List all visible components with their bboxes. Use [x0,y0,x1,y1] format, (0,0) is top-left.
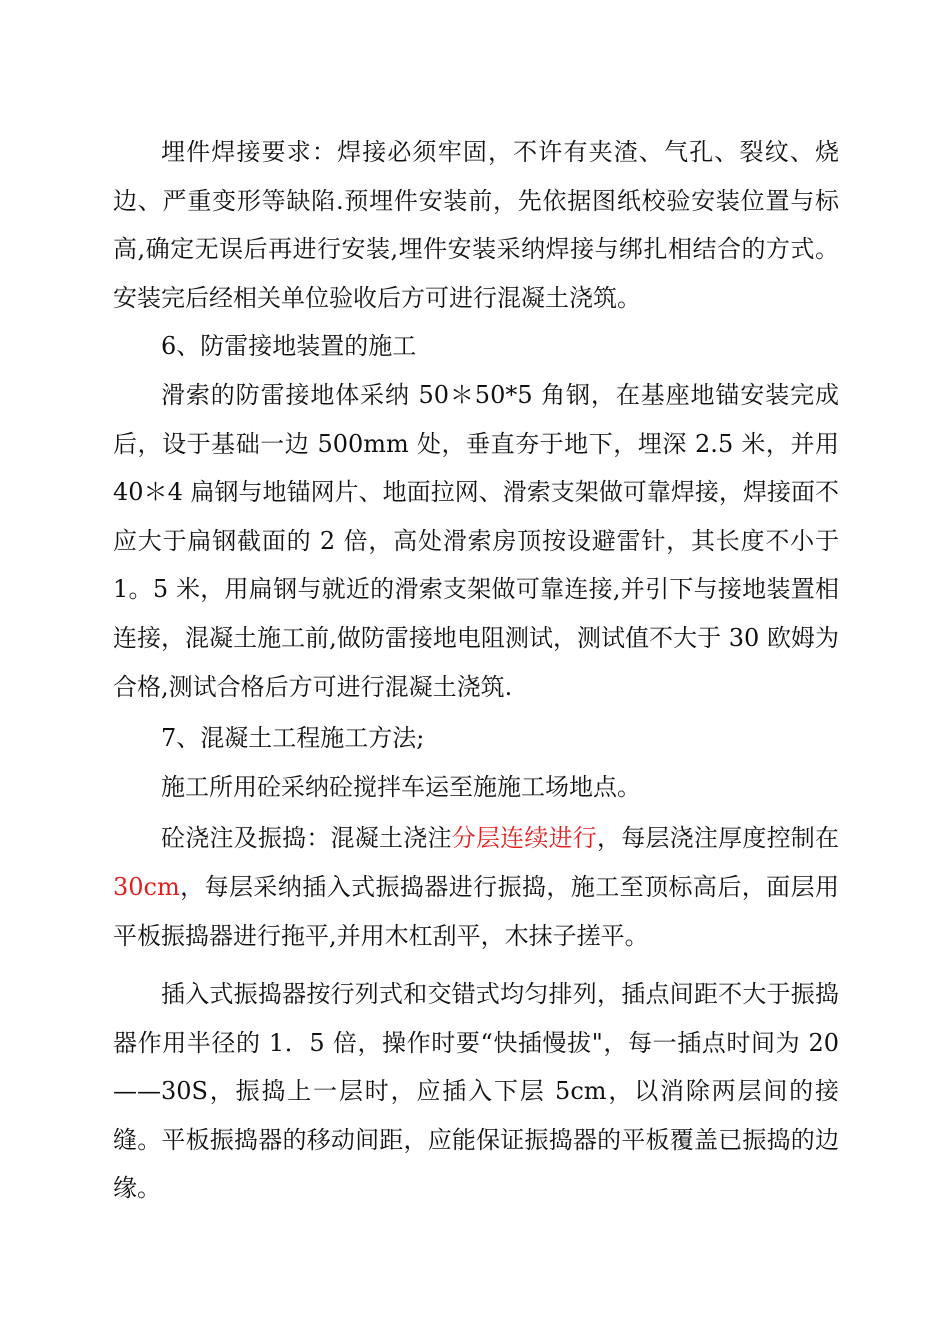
highlighted-text-layer-thickness: 30cm [113,872,180,901]
heading-text: 7、混凝土工程施工方法; [161,724,425,753]
paragraph-embedded-parts-welding [113,128,839,322]
paragraph-text: 插入式振捣器按行列式和交错式均匀排列，插点间距不大于振捣器作用半径的 1．5 倍，操作时要“快插慢拔"，每一插点时间为 20——30S，振捣上一层时，应插入下层 5cm，以消除两层间的接缝。平板振捣器的移动间距，应能保证振捣器的平板覆盖已振捣的边缘。 [113,980,839,1203]
paragraph-text: ，每层采纳插入式振捣器进行振捣，施工至顶标高后，面层用平板振捣器进行拖平,并用木杠刮平，木抹子搓平。 [113,872,839,950]
paragraph-text: 施工所用砼采纳砼搅拌车运至施施工场地点。 [161,772,641,801]
highlighted-text-layered-pouring: 分层连续进行 [451,824,598,853]
paragraph-concrete-transport [113,763,839,812]
section-heading-lightning-protection [113,322,839,371]
paragraph-text: ，每层浇注厚度控制在 [597,824,840,853]
paragraph-lightning-grounding [113,371,839,711]
paragraph-pouring-vibration [113,814,839,960]
paragraph-vibrator-arrangement [113,970,839,1213]
paragraph-text: 埋件焊接要求：焊接必须牢固，不许有夹渣、气孔、裂纹、烧边、严重变形等缺陷.预埋件安装前，先依据图纸校验安装位置与标高,确定无误后再进行安装,埋件安装采纳焊接与绑扎相结合的方式。安装完后经相关单位验收后方可进行混凝土浇筑。 [113,138,839,312]
section-heading-concrete-method [113,714,839,763]
paragraph-text: 砼浇注及振捣：混凝土浇注 [161,824,452,853]
paragraph-text: 滑索的防雷接地体采纳 50＊50*5 角钢，在基座地锚安装完成后，设于基础一边 500mm 处，垂直夯于地下，埋深 2.5 米，并用 40＊4 扁钢与地锚网片、地面拉网、滑索支架做可靠焊接，焊接面不应大于扁钢截面的 2 倍，高处滑索房顶按设避雷针，其长度不小于 1。5 米，用扁钢与就近的滑索支架做可靠连接,并引下与接地装置相连接，混凝土施工前,做防雷接地电阻测试，测试值不大于 30 欧姆为合格,测试合格后方可进行混凝土浇筑. [113,380,839,701]
document-body [113,128,839,1213]
heading-text: 6、防雷接地装置的施工 [161,332,417,361]
